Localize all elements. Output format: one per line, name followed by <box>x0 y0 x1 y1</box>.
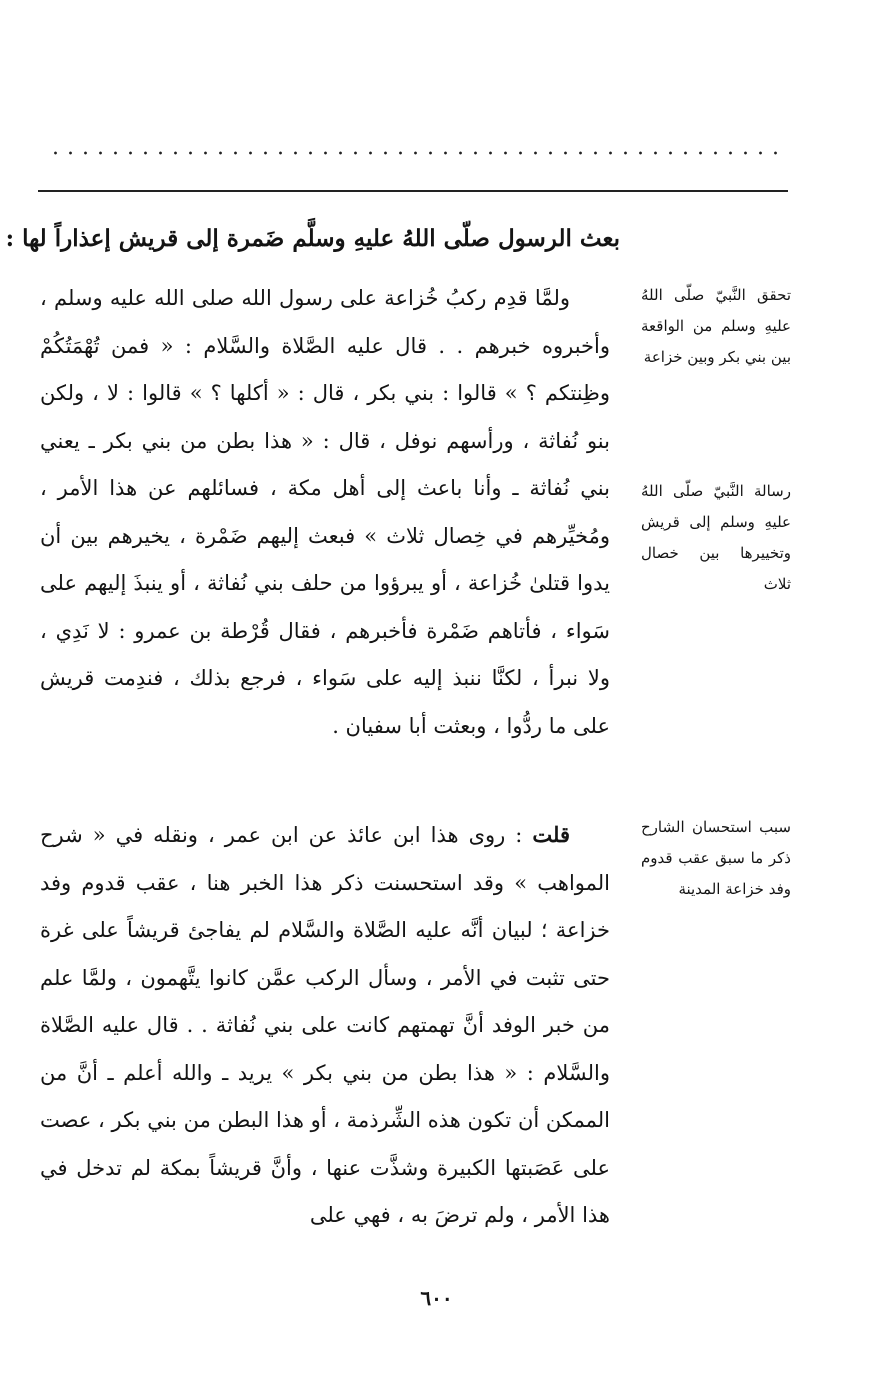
margin-note: تحقق النَّبيّ صلّى اللهُ عليهِ وسلم من الواقعة بين بني بكر وبين خزاعة <box>641 286 791 366</box>
margin-note: سبب استحسان الشارح ذكر ما سبق عقب قدوم وفد خزاعة المدينة <box>641 818 791 898</box>
body-paragraph <box>40 811 610 1240</box>
section-heading: بعث الرسول صلّى اللهُ عليهِ وسلَّم ضَمرة إلى قريش إعذاراً لها : <box>5 225 620 252</box>
header-rule <box>38 190 788 192</box>
page-number: ٦٠٠ <box>420 1286 453 1310</box>
body-paragraph <box>40 275 610 750</box>
paragraph-text: ولمَّا قدِم ركبُ خُزاعة على رسول الله صلى الله عليه وسلم ، وأخبروه خبرهم . . قال عليه الصَّلاة والسَّلام : « فمن تُهْمَتُكُمْ وظِنتكم ؟ » قالوا : بني بكر ، قال : « أكلها ؟ » قالوا : لا ، ولكن بنو نُفاثة ، ورأسهم نوفل ، قال : « هذا بطن من بني بكر ـ يعني بني نُفاثة ـ وأنا باعث إلى أهل مكة ، فسائلهم عن هذا الأمر ، ومُخيِّرهم في خِصال ثلاث » فبعث إليهم ضَمْرة ، يخيرهم بين أن يدوا قتلىٰ خُزاعة ، أو يبرؤوا من حلف بني نُفاثة ، أو ينبذَ إليهم على سَواء ، فأتاهم ضَمْرة فأخبرهم ، فقال قُرْطة بن عمرو : لا نَدِي ، ولا نبرأ ، لكنَّا ننبذ إليه على سَواء ، فرجع بذلك ، فندِمت قريش على ما ردُّوا ، وبعثت أبا سفيان . <box>40 286 610 738</box>
paragraph-lead-word: قلت <box>532 822 570 847</box>
margin-note: رسالة النَّبيّ صلّى اللهُ عليهِ وسلم إلى قريش وتخييرها بين خصال ثلاث <box>641 482 791 593</box>
paragraph-text: : روى هذا ابن عائذ عن ابن عمر ، ونقله في « شرح المواهب » وقد استحسنت ذكر هذا الخبر هنا ، عقب قدوم وفد خزاعة ؛ لبيان أنَّه عليه الصَّلاة والسَّلام لم يفاجئ قريشاً على غرة حتى تثبت في الأمر ، وسأل الركب عمَّن كانوا يتَّهمون ، ولمَّا علم من خبر الوفد أنَّ تهمتهم كانت على بني نُفاثة . . قال عليه الصَّلاة والسَّلام : « هذا بطن من بني بكر » يريد ـ والله أعلم ـ أنَّ من الممكن أن تكون هذه الشِّرذمة ، أو هذا البطن من بني بكر ، عصت على عَصَبتها الكبيرة وشذَّت عنها ، وأنَّ قريشاً بمكة لم تدخل في هذا الأمر ، ولم ترضَ به ، فهي على <box>40 823 610 1227</box>
dotted-separator <box>48 150 786 156</box>
